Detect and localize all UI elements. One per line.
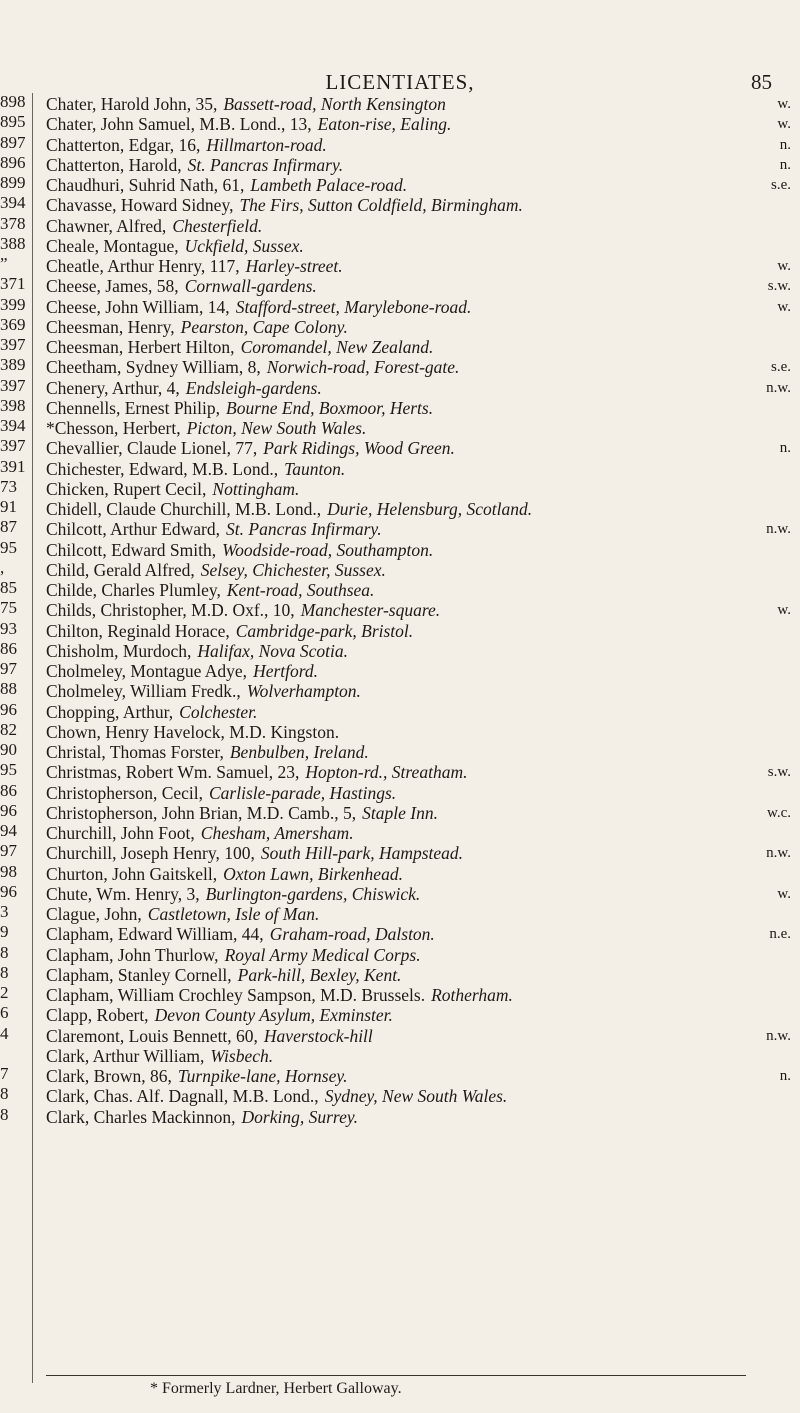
margin-number: 85 (0, 578, 17, 597)
running-title: LICENTIATES, (325, 70, 475, 94)
margin-number: 397 (0, 335, 26, 354)
entry-address: Park Ridings, Wood Green. (263, 438, 455, 459)
entry-district (781, 681, 791, 701)
register-entry (46, 600, 791, 620)
register-entry (46, 762, 791, 782)
entry-district (781, 823, 791, 843)
entry-district: n.w. (766, 521, 791, 538)
entry-address: Sydney, New South Wales. (324, 1086, 508, 1107)
entry-district (781, 418, 791, 438)
entry-address: Cornwall-gardens. (184, 276, 317, 297)
entry-district (781, 742, 791, 762)
entry-name: Clapham, William Crochley Sampson, M.D. Brussels. (46, 985, 426, 1005)
margin-number: 2 (0, 983, 9, 1002)
entry-address: Staple Inn. (362, 802, 438, 823)
entry-district (781, 459, 791, 479)
entry-district: n.e. (769, 926, 791, 943)
entry-district (781, 1107, 791, 1127)
entry-name: Christopherson, Cecil, (46, 782, 203, 803)
entry-district (781, 1086, 791, 1106)
entry-address: St. Pancras Infirmary. (226, 519, 382, 540)
entry-name: Chown, Henry Havelock, M.D. Kingston. (46, 721, 340, 742)
margin-number: 397 (0, 436, 26, 456)
margin-number: 96 (0, 881, 17, 901)
entry-district (781, 337, 791, 357)
margin-number: 93 (0, 618, 17, 638)
entry-name: Chatterton, Harold, (46, 154, 182, 175)
register-entry (46, 1086, 791, 1106)
entry-district (781, 661, 791, 681)
entry-address: Carlisle-parade, Hastings. (209, 782, 397, 803)
register-entry (46, 357, 791, 377)
register-entry (46, 479, 791, 499)
entry-name: Christal, Thomas Forster, (46, 742, 224, 762)
register-entry (46, 843, 791, 863)
entry-name: Chidell, Claude Churchill, M.B. Lond., (46, 499, 322, 519)
entry-name: *Chesson, Herbert, (46, 418, 181, 438)
entry-name: Child, Gerald Alfred, (46, 559, 195, 580)
entry-name: Clapham, Edward William, 44, (46, 924, 264, 945)
margin-number: 389 (0, 355, 26, 375)
entry-address: Castletown, Isle of Man. (147, 904, 320, 924)
footnote-rule (46, 1375, 746, 1376)
entry-name: Chater, John Samuel, M.B. Lond., 13, (46, 114, 312, 135)
margin-number: 896 (0, 152, 26, 172)
entry-name: Clark, Charles Mackinnon, (46, 1106, 236, 1127)
register-entry (46, 560, 791, 580)
entry-district (781, 621, 791, 641)
entry-district (781, 580, 791, 600)
margin-number: 371 (0, 274, 26, 294)
entry-district: w. (777, 885, 791, 902)
entry-name: Chawner, Alfred, (46, 215, 167, 236)
margin-number: 82 (0, 719, 17, 739)
margin-number: 98 (0, 861, 17, 881)
entry-name: Cheese, John William, 14, (46, 296, 230, 317)
entry-name: Chater, Harold John, 35, (46, 94, 218, 114)
margin-number: 96 (0, 800, 17, 820)
entry-name: Clague, John, (46, 904, 142, 924)
entry-address: Devon County Asylum, Exminster. (154, 1005, 393, 1026)
entry-address: Pearston, Cape Colony. (180, 316, 348, 337)
entry-district (781, 317, 791, 337)
entry-address: Hertford. (253, 661, 319, 681)
register-entry (46, 742, 791, 762)
margin-number: 899 (0, 173, 26, 192)
register-entry (46, 418, 791, 438)
entry-name: Chenery, Arthur, 4, (46, 377, 180, 398)
entry-district (781, 702, 791, 722)
register-entry (46, 965, 791, 985)
entry-district (781, 965, 791, 985)
register-entry (46, 276, 791, 296)
register-entry (46, 722, 791, 742)
register-entry (46, 1107, 791, 1127)
margin-number: 399 (0, 294, 26, 314)
entry-name: Chevallier, Claude Lionel, 77, (46, 438, 258, 459)
entry-address: Lambeth Palace-road. (250, 175, 408, 195)
register-entry (46, 438, 791, 458)
register-entry (46, 398, 791, 418)
entry-district: s.e. (771, 177, 791, 193)
register-entry (46, 661, 791, 681)
register-entry (46, 337, 791, 357)
register-entry (46, 114, 791, 134)
register-entry (46, 499, 791, 519)
entry-district (781, 540, 791, 560)
register-entry (46, 580, 791, 600)
entry-address: Manchester-square. (300, 600, 441, 621)
margin-number: 7 (0, 1064, 9, 1083)
margin-number: 378 (0, 213, 26, 233)
register-entry (46, 1005, 791, 1025)
entry-name: Childs, Christopher, M.D. Oxf., 10, (46, 600, 295, 621)
entry-district: s.w. (767, 278, 791, 295)
margin-number: 6 (0, 1003, 9, 1023)
margin-number: , (0, 557, 5, 577)
entry-name: Cholmeley, Montague Adye, (46, 661, 248, 681)
footnote: * Formerly Lardner, Herbert Galloway. (150, 1380, 402, 1397)
entry-address: Endsleigh-gardens. (185, 377, 322, 398)
entry-district: w. (777, 116, 791, 133)
entry-address: Picton, New South Wales. (186, 418, 367, 438)
margin-number: ” (0, 254, 8, 273)
entry-name: Churchill, John Foot, (46, 823, 195, 843)
page-number: 85 (751, 70, 772, 94)
register-entry (46, 540, 791, 560)
margin-number: 88 (0, 679, 17, 699)
register-entry (46, 378, 791, 398)
margin-number: 895 (0, 112, 26, 132)
entry-name: Chopping, Arthur, (46, 701, 174, 722)
register-entry (46, 256, 791, 276)
margin-number: 95 (0, 760, 17, 780)
entry-name: Cholmeley, William Fredk., (46, 681, 241, 702)
register-entry (46, 175, 791, 195)
margin-number: 86 (0, 780, 17, 800)
entry-address: South Hill-park, Hampstead. (260, 843, 464, 864)
entry-address: Chesterfield. (172, 215, 263, 236)
entry-district: n.w. (766, 1027, 791, 1044)
margin-number: 8 (0, 942, 9, 962)
entry-district: n. (779, 136, 791, 153)
margin-number: 91 (0, 497, 17, 516)
entry-name: Christopherson, John Brian, M.D. Camb., 5, (46, 802, 357, 823)
entry-name: Cheatle, Arthur Henry, 117, (46, 256, 240, 276)
register-entry (46, 94, 791, 114)
entry-address: Haverstock-hill (263, 1025, 373, 1046)
margin-number: 394 (0, 193, 26, 213)
entry-address: Taunton. (284, 458, 346, 479)
entry-name: Chatterton, Edgar, 16, (46, 134, 201, 155)
margin-number: 9 (0, 922, 9, 942)
register-entry (46, 884, 791, 904)
margin-number: 87 (0, 517, 17, 537)
entry-district: w. (777, 96, 791, 112)
register-entry (46, 195, 791, 215)
entry-district (781, 641, 791, 661)
entry-district: s.e. (771, 359, 791, 376)
entry-address: Burlington-gardens, Chiswick. (205, 883, 421, 904)
margin-number: 75 (0, 598, 17, 618)
entry-district (781, 560, 791, 580)
entry-name: Chilcott, Edward Smith, (46, 539, 217, 560)
margin-number: 8 (0, 962, 9, 982)
margin-number: 4 (0, 1023, 9, 1043)
entry-name: Chavasse, Howard Sidney, (46, 195, 234, 216)
margin-number: 388 (0, 233, 26, 253)
margin-number: 8 (0, 1104, 9, 1124)
entry-name: Chute, Wm. Henry, 3, (46, 883, 200, 904)
entry-name: Clark, Chas. Alf. Dagnall, M.B. Lond., (46, 1086, 319, 1107)
register-entry (46, 702, 791, 722)
margin-number: 95 (0, 537, 17, 557)
entry-district (781, 195, 791, 215)
entry-name: Clark, Arthur William, (46, 1045, 205, 1066)
entry-name: Chaudhuri, Suhrid Nath, 61, (46, 175, 245, 195)
entry-address: Rotherham. (431, 985, 513, 1005)
entry-address: Hillmarton-road. (206, 134, 327, 155)
margin-number: 96 (0, 699, 17, 719)
entry-address: Royal Army Medical Corps. (224, 944, 421, 965)
entry-name: Chilton, Reginald Horace, (46, 620, 230, 641)
register-entry (46, 823, 791, 843)
register-entry (46, 317, 791, 337)
entry-name: Clapham, Stanley Cornell, (46, 964, 232, 985)
register-entry (46, 681, 791, 701)
entry-name: Chicken, Rupert Cecil, (46, 478, 207, 499)
entry-name: Chisholm, Murdoch, (46, 640, 192, 661)
margin-number: 369 (0, 314, 26, 334)
column-rule (32, 93, 33, 1383)
entry-address: Halifax, Nova Scotia. (197, 640, 349, 661)
register-entry (46, 945, 791, 965)
entry-address: Bassett-road, North Kensington (223, 94, 446, 114)
entry-district: n.w. (766, 845, 791, 862)
register-entry (46, 135, 791, 155)
entry-address: Oxton Lawn, Birkenhead. (223, 863, 403, 884)
entry-name: Claremont, Louis Bennett, 60, (46, 1025, 258, 1046)
entry-district: n.w. (766, 379, 791, 396)
entry-address: Hopton-rd., Streatham. (305, 762, 468, 783)
entry-address: Selsey, Chichester, Sussex. (200, 559, 386, 580)
entry-district (781, 398, 791, 418)
entry-address: Nottingham. (212, 478, 300, 499)
entry-address: Benbulben, Ireland. (229, 742, 369, 762)
register-entry (46, 924, 791, 944)
register-entry (46, 236, 791, 256)
entry-address: Stafford-street, Marylebone-road. (235, 296, 472, 317)
register-entry (46, 904, 791, 924)
entry-address: The Firs, Sutton Coldfield, Birmingham. (239, 195, 523, 216)
entry-address: Graham-road, Dalston. (269, 924, 435, 945)
entry-district (781, 1005, 791, 1025)
margin-number: 398 (0, 395, 26, 415)
entry-name: Cheesman, Herbert Hilton, (46, 337, 235, 357)
entry-address: Cambridge-park, Bristol. (235, 620, 414, 641)
entry-name: Clark, Brown, 86, (46, 1066, 172, 1086)
register-entry (46, 1066, 791, 1086)
entry-address: Colchester. (179, 701, 258, 722)
margin-number: 898 (0, 92, 26, 111)
margin-number: 8 (0, 1084, 9, 1104)
register-entry (46, 864, 791, 884)
entry-name: Chilcott, Arthur Edward, (46, 519, 221, 540)
margin-number: 86 (0, 638, 17, 658)
entry-address: Norwich-road, Forest-gate. (266, 357, 460, 378)
entry-address: Uckfield, Sussex. (184, 235, 304, 256)
entry-district (781, 864, 791, 884)
entry-district (781, 499, 791, 519)
entry-name: Clapp, Robert, (46, 1005, 149, 1026)
entry-address: Dorking, Surrey. (241, 1106, 359, 1127)
register-entry (46, 621, 791, 641)
margin-number: 73 (0, 476, 17, 496)
entry-district: n. (779, 440, 791, 457)
entry-address: Harley-street. (245, 256, 343, 276)
register-entry (46, 641, 791, 661)
entry-name: Cheale, Montague, (46, 235, 179, 256)
register-entry (46, 216, 791, 236)
margin-number: 97 (0, 841, 17, 861)
margin-number: 897 (0, 132, 26, 152)
entry-name: Childe, Charles Plumley, (46, 580, 221, 600)
entry-district (781, 904, 791, 924)
register-entry (46, 1046, 791, 1066)
entry-name: Churton, John Gaitskell, (46, 863, 218, 884)
entry-district: n. (779, 1068, 791, 1084)
entry-district (781, 236, 791, 256)
entry-district: w. (777, 298, 791, 315)
entry-name: Chichester, Edward, M.B. Lond., (46, 458, 279, 479)
entry-name: Cheese, James, 58, (46, 276, 179, 297)
entry-address: Eaton-rise, Ealing. (317, 114, 452, 135)
entry-name: Cheetham, Sydney William, 8, (46, 357, 261, 378)
margin-number: 3 (0, 902, 9, 921)
entry-address: Wolverhampton. (246, 681, 361, 702)
entry-address: St. Pancras Infirmary. (187, 154, 344, 175)
entry-address: Bourne End, Boxmoor, Herts. (226, 397, 434, 418)
entry-district (781, 945, 791, 965)
register-entry (46, 803, 791, 823)
margin-number: 394 (0, 416, 26, 435)
margin-number: 90 (0, 740, 17, 759)
entry-address: Woodside-road, Southampton. (222, 539, 434, 560)
margin-number: 97 (0, 659, 17, 678)
entry-name: Christmas, Robert Wm. Samuel, 23, (46, 762, 300, 783)
margin-number: 391 (0, 456, 26, 476)
entry-address: Coromandel, New Zealand. (240, 337, 434, 357)
register-entry (46, 297, 791, 317)
entry-district (781, 216, 791, 236)
register-entry (46, 155, 791, 175)
entry-address: Durie, Helensburg, Scotland. (327, 499, 533, 519)
entry-district (781, 479, 791, 499)
entry-name: Cheesman, Henry, (46, 316, 175, 337)
entry-district (781, 783, 791, 803)
register-entry (46, 459, 791, 479)
entry-name: Chennells, Ernest Philip, (46, 397, 221, 418)
margin-number: 397 (0, 375, 26, 395)
register-entry (46, 985, 791, 1005)
entry-address: Wisbech. (210, 1045, 274, 1066)
margin-number: 94 (0, 821, 17, 840)
entry-name: Clapham, John Thurlow, (46, 944, 219, 965)
entry-address: Park-hill, Bexley, Kent. (237, 964, 402, 985)
margin-number (0, 1044, 30, 1064)
register-entry (46, 783, 791, 803)
entry-district: w. (777, 602, 791, 619)
entry-district (781, 722, 791, 742)
register-entry (46, 1026, 791, 1046)
entry-address: Turnpike-lane, Hornsey. (177, 1066, 348, 1086)
margin-numbers-column (0, 92, 30, 1125)
entry-address: Kent-road, Southsea. (226, 580, 375, 600)
entry-district: w.c. (766, 804, 791, 821)
entry-district: s.w. (767, 764, 791, 781)
entry-district (781, 985, 791, 1005)
entry-district: n. (779, 156, 791, 173)
entry-address: Chesham, Amersham. (200, 823, 354, 843)
entry-district (781, 1046, 791, 1066)
register-entries (46, 94, 791, 1127)
entry-district: w. (777, 258, 791, 274)
register-entry (46, 519, 791, 539)
entry-name: Churchill, Joseph Henry, 100, (46, 843, 255, 864)
